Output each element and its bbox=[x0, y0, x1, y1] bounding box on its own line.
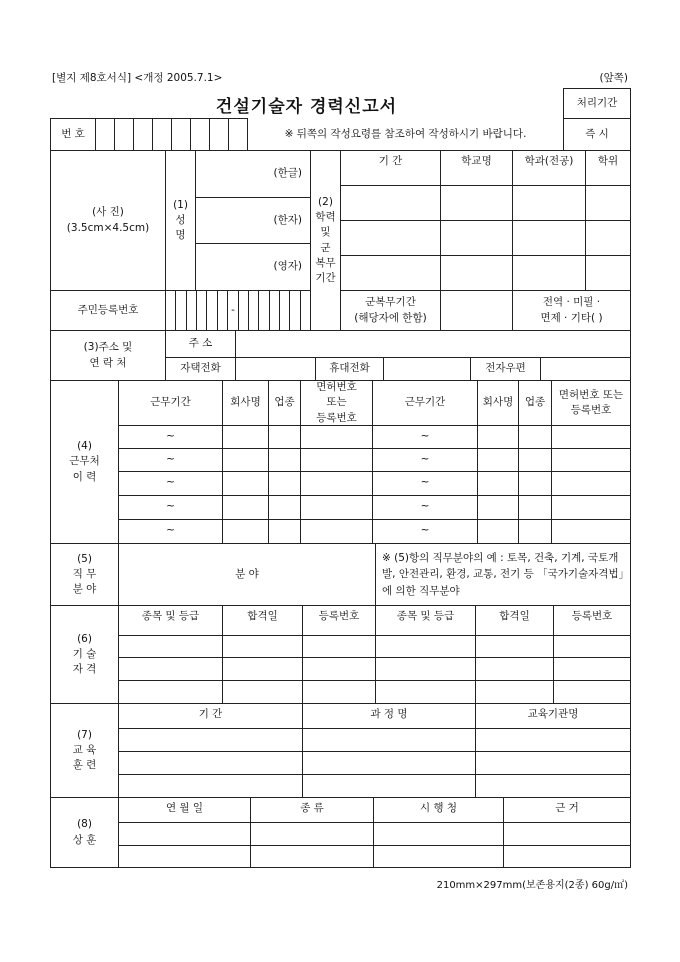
work-history-cell[interactable] bbox=[477, 448, 519, 472]
license-cell[interactable] bbox=[475, 635, 554, 658]
work-history-cell[interactable] bbox=[518, 425, 552, 449]
work-history-cell[interactable] bbox=[551, 519, 631, 544]
work-history-cell[interactable] bbox=[268, 519, 301, 544]
license-cell[interactable] bbox=[475, 657, 554, 681]
job-field-label: (5) 직 무 분 야 bbox=[50, 543, 119, 606]
number-digit-box[interactable] bbox=[228, 118, 248, 151]
work-history-cell[interactable]: ~ bbox=[372, 519, 478, 544]
work-history-cell[interactable] bbox=[477, 519, 519, 544]
education-cell[interactable] bbox=[512, 185, 586, 221]
education-cell[interactable] bbox=[585, 255, 631, 291]
education-cell[interactable] bbox=[585, 220, 631, 256]
education-cell[interactable] bbox=[512, 220, 586, 256]
license-cell[interactable] bbox=[302, 657, 376, 681]
form-title: 건설기술자 경력신고서 bbox=[215, 97, 398, 117]
license-header: 종목 및 등급 bbox=[375, 605, 476, 636]
home-phone-label: 자택전화 bbox=[165, 357, 236, 381]
license-header: 합격일 bbox=[222, 605, 303, 636]
work-history-cell[interactable]: ~ bbox=[372, 448, 478, 472]
awards-cell[interactable] bbox=[373, 822, 504, 846]
work-history-header: 회사명 bbox=[477, 380, 519, 426]
work-history-cell[interactable] bbox=[551, 425, 631, 449]
license-cell[interactable] bbox=[118, 680, 223, 704]
work-history-cell[interactable] bbox=[477, 495, 519, 520]
education-cell[interactable] bbox=[340, 185, 441, 221]
work-history-cell[interactable] bbox=[300, 519, 373, 544]
license-cell[interactable] bbox=[222, 657, 303, 681]
work-history-header: 업종 bbox=[518, 380, 552, 426]
education-header: 학교명 bbox=[440, 150, 513, 186]
work-history-cell[interactable] bbox=[300, 471, 373, 496]
number-digit-box[interactable] bbox=[95, 118, 115, 151]
email-label: 전자우편 bbox=[470, 357, 541, 381]
license-header: 합격일 bbox=[475, 605, 554, 636]
training-header: 과 정 명 bbox=[302, 703, 476, 729]
military-service-label: 군복무기간 (해당자에 한함) bbox=[340, 290, 441, 331]
number-digit-box[interactable] bbox=[171, 118, 191, 151]
processing-period-label: 처리기간 bbox=[563, 88, 631, 119]
work-history-cell[interactable]: ~ bbox=[118, 519, 223, 544]
work-history-header: 근무기간 bbox=[372, 380, 478, 426]
work-history-cell[interactable]: ~ bbox=[118, 471, 223, 496]
work-history-cell[interactable] bbox=[518, 471, 552, 496]
work-history-cell[interactable] bbox=[477, 425, 519, 449]
work-history-header: 면허번호 또는 등록번호 bbox=[551, 380, 631, 426]
contact-label: (3)주소 및 연 락 처 bbox=[50, 330, 166, 381]
work-history-cell[interactable]: ~ bbox=[118, 495, 223, 520]
military-service-period[interactable] bbox=[440, 290, 513, 331]
license-header: 등록번호 bbox=[302, 605, 376, 636]
education-header: 학과(전공) bbox=[512, 150, 586, 186]
awards-header: 시 행 청 bbox=[373, 797, 504, 823]
license-cell[interactable] bbox=[118, 657, 223, 681]
license-cell[interactable] bbox=[553, 657, 631, 681]
license-cell[interactable] bbox=[475, 680, 554, 704]
license-cell[interactable] bbox=[118, 635, 223, 658]
training-cell[interactable] bbox=[475, 728, 631, 752]
training-cell[interactable] bbox=[475, 774, 631, 798]
training-header: 기 간 bbox=[118, 703, 303, 729]
work-history-cell[interactable] bbox=[518, 519, 552, 544]
education-cell[interactable] bbox=[585, 185, 631, 221]
work-history-cell[interactable] bbox=[300, 495, 373, 520]
mobile-phone-label: 휴대전화 bbox=[315, 357, 384, 381]
awards-cell[interactable] bbox=[118, 845, 251, 868]
number-digit-box[interactable] bbox=[133, 118, 153, 151]
license-cell[interactable] bbox=[553, 635, 631, 658]
job-field-note: ※ (5)항의 직무분야의 예 : 토목, 건축, 기계, 국토개발, 안전관리, 환경, 교통, 전기 등 「국가기술자격법」에 의한 직무분야 bbox=[375, 543, 631, 606]
work-history-cell[interactable] bbox=[518, 448, 552, 472]
work-history-cell[interactable]: ~ bbox=[118, 425, 223, 449]
awards-cell[interactable] bbox=[373, 845, 504, 868]
work-history-header: 근무기간 bbox=[118, 380, 223, 426]
training-cell[interactable] bbox=[118, 751, 303, 775]
number-label: 번 호 bbox=[50, 118, 96, 151]
license-cell[interactable] bbox=[375, 635, 476, 658]
work-history-header: 업종 bbox=[268, 380, 301, 426]
mobile-phone-field[interactable] bbox=[383, 357, 471, 381]
processing-period-value: 즉 시 bbox=[563, 118, 631, 151]
address-label: 주 소 bbox=[165, 330, 236, 358]
training-header: 교육기관명 bbox=[475, 703, 631, 729]
education-header: 학위 bbox=[585, 150, 631, 186]
training-cell[interactable] bbox=[302, 728, 476, 752]
job-field-value[interactable]: 분 야 bbox=[118, 543, 376, 606]
work-history-cell[interactable]: ~ bbox=[372, 425, 478, 449]
work-history-cell[interactable] bbox=[551, 471, 631, 496]
awards-label: (8) 상 훈 bbox=[50, 797, 119, 868]
work-history-label: (4) 근무처 이 력 bbox=[50, 380, 119, 544]
license-cell[interactable] bbox=[222, 635, 303, 658]
work-history-cell[interactable] bbox=[551, 448, 631, 472]
work-history-cell[interactable]: ~ bbox=[372, 471, 478, 496]
email-field[interactable] bbox=[540, 357, 631, 381]
license-label: (6) 기 술 자 격 bbox=[50, 605, 119, 704]
name-field[interactable]: (한글) bbox=[195, 150, 311, 198]
training-cell[interactable] bbox=[302, 751, 476, 775]
awards-header: 근 거 bbox=[503, 797, 631, 823]
training-cell[interactable] bbox=[118, 728, 303, 752]
work-history-cell[interactable] bbox=[300, 425, 373, 449]
footer-paper-spec: 210mm×297mm(보존용지(2종) 60g/㎡) bbox=[436, 880, 628, 891]
awards-cell[interactable] bbox=[250, 845, 374, 868]
education-cell[interactable] bbox=[440, 255, 513, 291]
military-service-options[interactable]: 전역 · 미필 · 면제 · 기타( ) bbox=[512, 290, 631, 331]
training-cell[interactable] bbox=[475, 751, 631, 775]
education-header: 기 간 bbox=[340, 150, 441, 186]
number-digit-box[interactable] bbox=[114, 118, 134, 151]
number-digit-box[interactable] bbox=[209, 118, 229, 151]
instruction-note: ※ 뒤쪽의 작성요령를 참조하여 작성하시기 바랍니다. bbox=[284, 127, 527, 140]
work-history-cell[interactable] bbox=[222, 425, 269, 449]
work-history-cell[interactable] bbox=[518, 495, 552, 520]
name-field[interactable]: (한자) bbox=[195, 197, 311, 244]
work-history-cell[interactable] bbox=[268, 425, 301, 449]
page-side: (앞쪽) bbox=[599, 72, 628, 84]
license-cell[interactable] bbox=[375, 657, 476, 681]
number-digit-box[interactable] bbox=[190, 118, 210, 151]
education-cell[interactable] bbox=[512, 255, 586, 291]
rrn-digit-box[interactable] bbox=[300, 290, 311, 331]
work-history-cell[interactable]: ~ bbox=[118, 448, 223, 472]
training-cell[interactable] bbox=[302, 774, 476, 798]
rrn-dash: - bbox=[231, 303, 235, 316]
form-id: [별지 제8호서식] <개정 2005.7.1> bbox=[52, 72, 223, 84]
rrn-label: 주민등록번호 bbox=[50, 290, 166, 331]
work-history-cell[interactable]: ~ bbox=[372, 495, 478, 520]
work-history-header: 면허번호 또는 등록번호 bbox=[300, 380, 373, 426]
number-digit-box[interactable] bbox=[152, 118, 172, 151]
awards-cell[interactable] bbox=[250, 822, 374, 846]
awards-cell[interactable] bbox=[503, 845, 631, 868]
license-cell[interactable] bbox=[375, 680, 476, 704]
name-field[interactable]: (영자) bbox=[195, 243, 311, 291]
awards-header: 종 류 bbox=[250, 797, 374, 823]
work-history-cell[interactable] bbox=[477, 471, 519, 496]
work-history-header: 회사명 bbox=[222, 380, 269, 426]
work-history-cell[interactable] bbox=[268, 471, 301, 496]
license-header: 등록번호 bbox=[553, 605, 631, 636]
license-cell[interactable] bbox=[302, 680, 376, 704]
home-phone-field[interactable] bbox=[235, 357, 316, 381]
work-history-cell[interactable] bbox=[222, 495, 269, 520]
training-cell[interactable] bbox=[118, 774, 303, 798]
education-label: (2) 학력 및 군 복무 기간 bbox=[310, 150, 341, 331]
education-cell[interactable] bbox=[440, 220, 513, 256]
work-history-cell[interactable] bbox=[268, 448, 301, 472]
work-history-cell[interactable] bbox=[551, 495, 631, 520]
license-cell[interactable] bbox=[302, 635, 376, 658]
work-history-cell[interactable] bbox=[222, 519, 269, 544]
awards-header: 연 월 일 bbox=[118, 797, 251, 823]
work-history-cell[interactable] bbox=[222, 448, 269, 472]
education-cell[interactable] bbox=[440, 185, 513, 221]
license-cell[interactable] bbox=[222, 680, 303, 704]
training-label: (7) 교 육 훈 련 bbox=[50, 703, 119, 798]
license-header: 종목 및 등급 bbox=[118, 605, 223, 636]
work-history-cell[interactable] bbox=[268, 495, 301, 520]
work-history-cell[interactable] bbox=[222, 471, 269, 496]
education-cell[interactable] bbox=[340, 220, 441, 256]
address-field[interactable] bbox=[235, 330, 631, 358]
awards-cell[interactable] bbox=[118, 822, 251, 846]
photo-box: (사 진) (3.5cm×4.5cm) bbox=[50, 150, 166, 291]
work-history-cell[interactable] bbox=[300, 448, 373, 472]
education-cell[interactable] bbox=[340, 255, 441, 291]
name-label: (1) 성 명 bbox=[165, 150, 196, 291]
license-cell[interactable] bbox=[553, 680, 631, 704]
awards-cell[interactable] bbox=[503, 822, 631, 846]
